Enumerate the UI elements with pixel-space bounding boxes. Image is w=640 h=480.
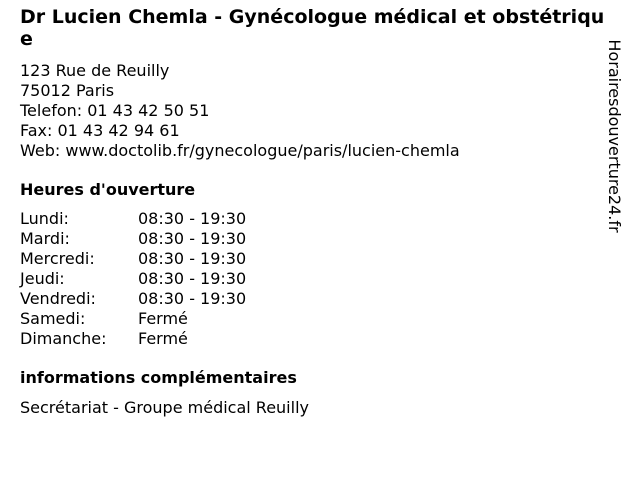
page-title: Dr Lucien Chemla - Gynécologue médical et obstétrique — [20, 6, 605, 50]
opening-hours-heading: Heures d'ouverture — [20, 180, 196, 199]
city-postal: 75012 Paris — [20, 81, 115, 100]
time-value: Fermé — [138, 329, 188, 348]
day-label: Samedi: — [20, 309, 86, 328]
hours-row-wednesday — [20, 249, 610, 269]
day-label: Mardi: — [20, 229, 70, 248]
hours-row-thursday — [20, 269, 610, 289]
day-label: Mercredi: — [20, 249, 95, 268]
time-value: Fermé — [138, 309, 188, 328]
fax-number: Fax: 01 43 42 94 61 — [20, 121, 180, 140]
hours-row-tuesday — [20, 229, 610, 249]
additional-info-heading: informations complémentaires — [20, 368, 297, 387]
hours-row-saturday — [20, 309, 610, 329]
street-address: 123 Rue de Reuilly — [20, 61, 170, 80]
contact-block — [20, 61, 610, 161]
hours-row-sunday — [20, 329, 610, 349]
day-label: Vendredi: — [20, 289, 96, 308]
hours-row-friday — [20, 289, 610, 309]
time-value: 08:30 - 19:30 — [138, 269, 247, 288]
opening-hours-table — [20, 209, 610, 349]
additional-info-text: Secrétariat - Groupe médical Reuilly — [20, 398, 309, 417]
phone-number: Telefon: 01 43 42 50 51 — [20, 101, 210, 120]
business-listing — [20, 6, 610, 418]
time-value: 08:30 - 19:30 — [138, 289, 247, 308]
day-label: Lundi: — [20, 209, 69, 228]
time-value: 08:30 - 19:30 — [138, 229, 247, 248]
day-label: Dimanche: — [20, 329, 107, 348]
time-value: 08:30 - 19:30 — [138, 209, 247, 228]
day-label: Jeudi: — [20, 269, 65, 288]
time-value: 08:30 - 19:30 — [138, 249, 247, 268]
hours-row-monday — [20, 209, 610, 229]
website-url: Web: www.doctolib.fr/gynecologue/paris/lucien-chemla — [20, 141, 460, 160]
site-watermark-label: Horairesdouverture24.fr — [605, 39, 624, 233]
